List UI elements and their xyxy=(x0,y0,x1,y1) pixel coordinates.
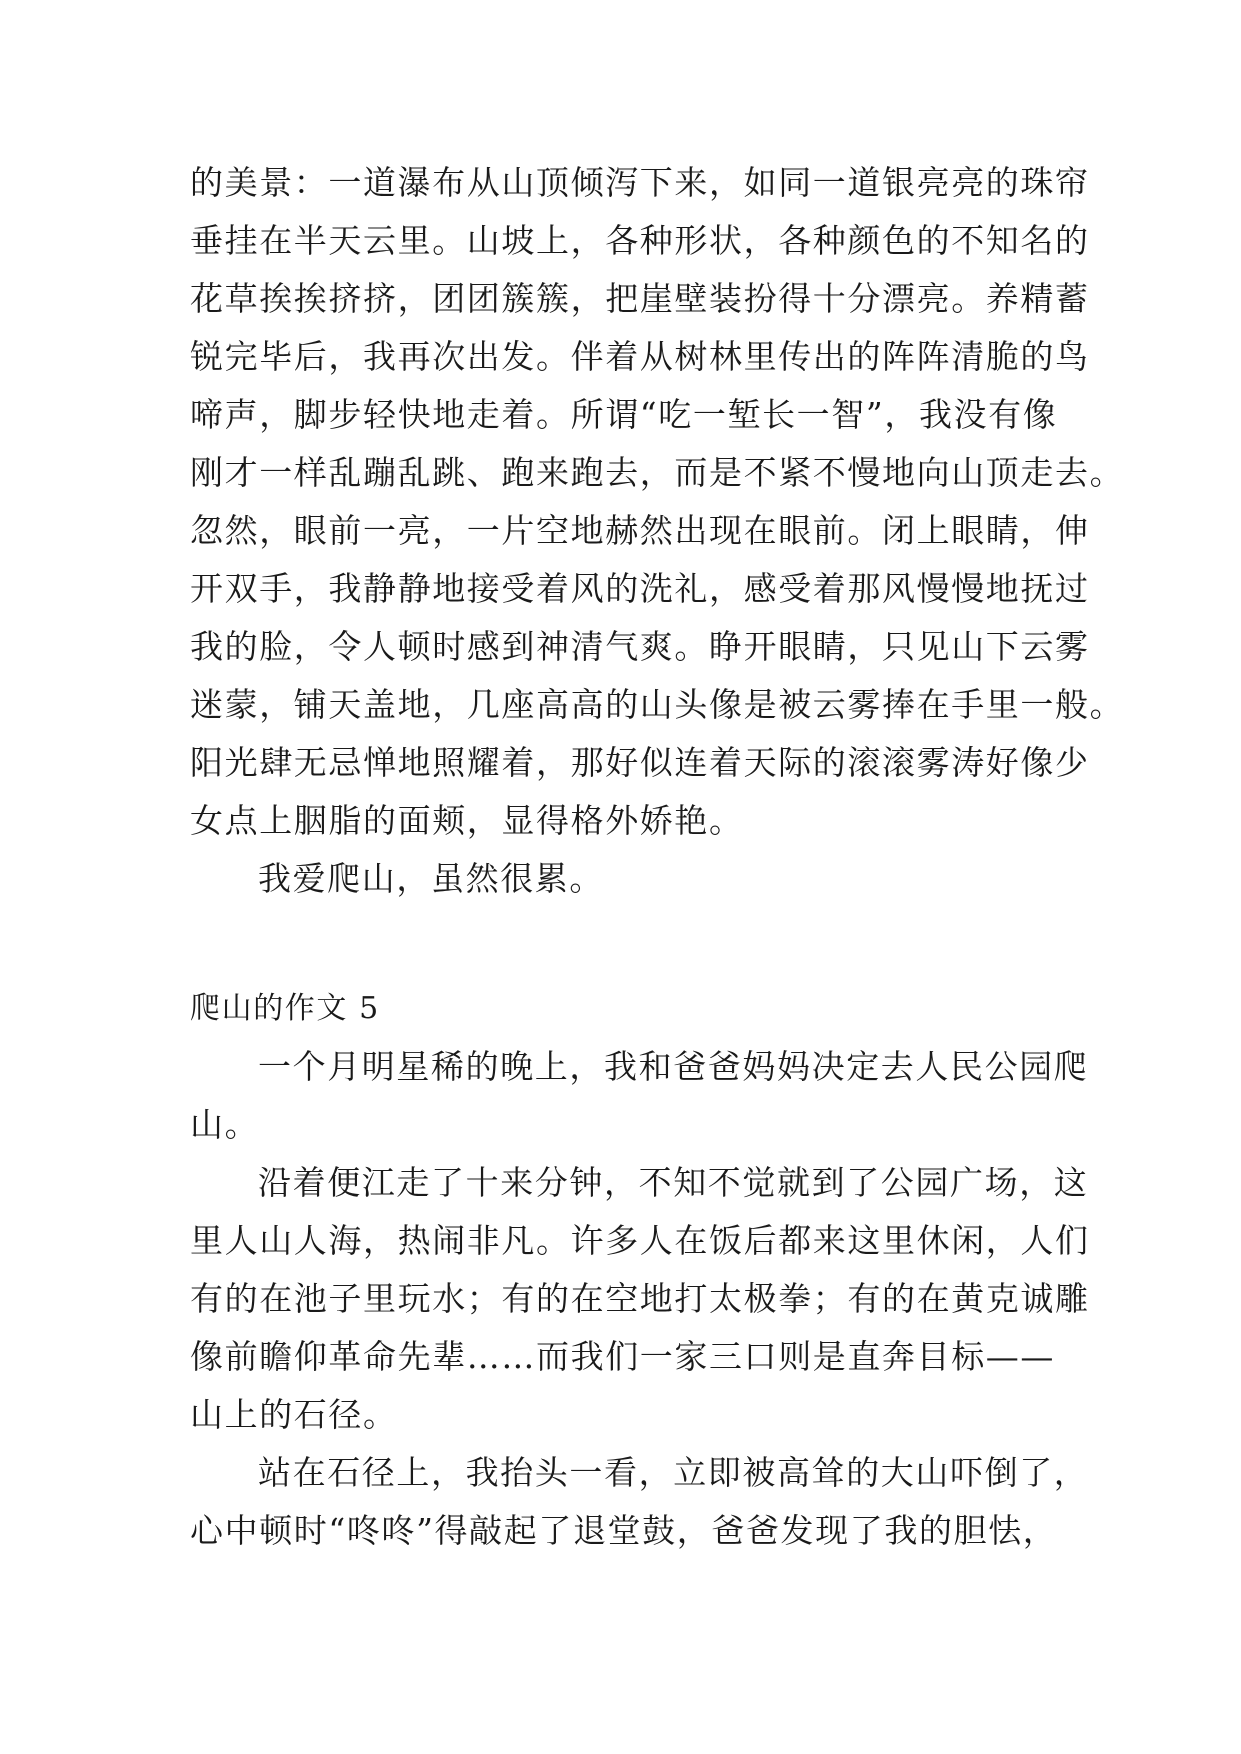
text-line: 啼声，脚步轻快地走着。所谓“吃一堑长一智”，我没有像 xyxy=(190,395,1058,434)
text-line: 阳光肆无忌惮地照耀着，那好似连着天际的滚滚雾涛好像少 xyxy=(190,743,1090,782)
text-line: 里人山人海，热闹非凡。许多人在饭后都来这里休闲，人们 xyxy=(190,1221,1090,1260)
paragraph-4 xyxy=(190,1154,1090,1444)
text-line: 的美景：一道瀑布从山顶倾泻下来，如同一道银亮亮的珠帘 xyxy=(190,163,1090,202)
text-line: 我爱爬山，虽然很累。 xyxy=(258,859,604,898)
text-line: 一个月明星稀的晚上，我和爸爸妈妈决定去人民公园爬 xyxy=(258,1047,1089,1086)
text-line: 女点上胭脂的面颊，显得格外娇艳。 xyxy=(190,801,744,840)
text-line: 垂挂在半天云里。山坡上，各种形状，各种颜色的不知名的 xyxy=(190,221,1090,260)
text-line: 花草挨挨挤挤，团团簇簇，把崖壁装扮得十分漂亮。养精蓄 xyxy=(190,279,1090,318)
text-line: 我的脸，令人顿时感到神清气爽。睁开眼睛，只见山下云雾 xyxy=(190,627,1090,666)
text-line: 有的在池子里玩水；有的在空地打太极拳；有的在黄克诚雕 xyxy=(190,1279,1090,1318)
text-line: 山。 xyxy=(190,1105,260,1144)
section-heading: 爬山的作文 5 xyxy=(190,991,380,1026)
paragraph-5 xyxy=(190,1444,1089,1560)
text-line: 锐完毕后，我再次出发。伴着从树林里传出的阵阵清脆的鸟 xyxy=(190,337,1090,376)
paragraph-3 xyxy=(190,1038,1089,1154)
section-gap xyxy=(190,908,1056,980)
text-line: 像前瞻仰革命先辈……而我们一家三口则是直奔目标—— xyxy=(190,1337,1055,1376)
text-line: 沿着便江走了十来分钟，不知不觉就到了公园广场，这 xyxy=(258,1163,1089,1202)
paragraph-1 xyxy=(190,154,1125,850)
text-line: 站在石径上，我抬头一看，立即被高耸的大山吓倒了， xyxy=(258,1453,1089,1492)
text-line: 刚才一样乱蹦乱跳、跑来跑去，而是不紧不慢地向山顶走去。 xyxy=(190,453,1125,492)
paragraph-2 xyxy=(190,850,1056,908)
text-line: 忽然，眼前一亮，一片空地赫然出现在眼前。闭上眼睛，伸 xyxy=(190,511,1090,550)
text-line: 开双手，我静静地接受着风的洗礼，感受着那风慢慢地抚过 xyxy=(190,569,1090,608)
document-body xyxy=(190,154,1125,1560)
text-line: 心中顿时“咚咚”得敲起了退堂鼓，爸爸发现了我的胆怯， xyxy=(190,1511,1058,1550)
text-line: 山上的石径。 xyxy=(190,1395,398,1434)
text-line: 迷蒙，铺天盖地，几座高高的山头像是被云雾捧在手里一般。 xyxy=(190,685,1125,724)
